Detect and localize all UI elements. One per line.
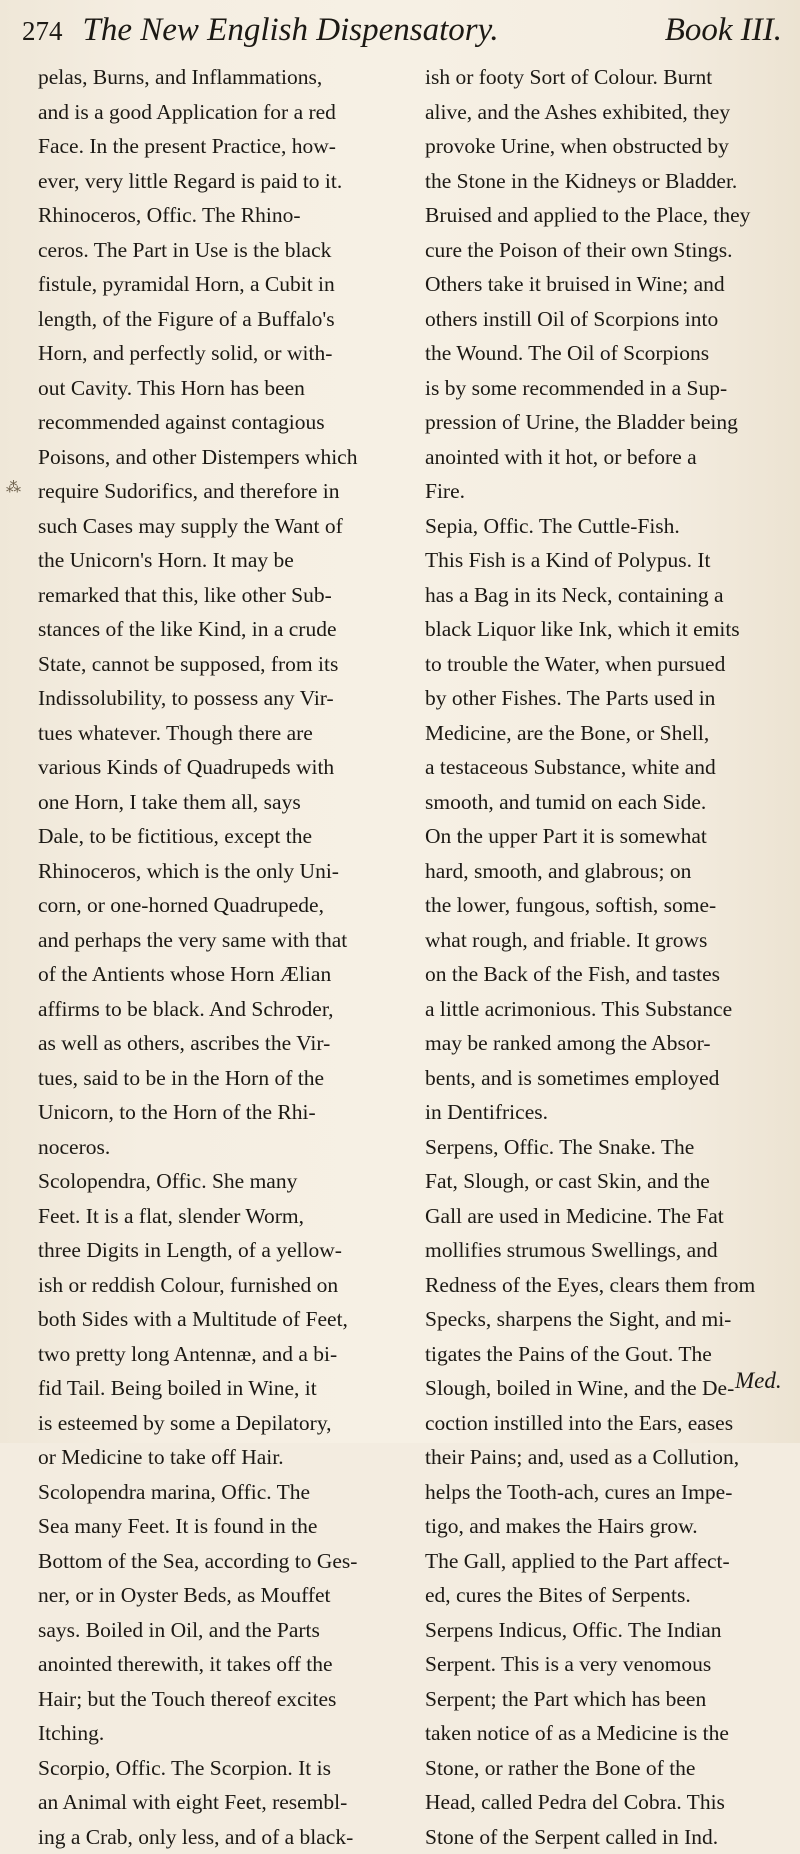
text-line: the Stone in the Kidneys or Bladder. (425, 164, 787, 199)
running-title: The New English Dispensatory. (83, 12, 645, 49)
text-line: Fire. (425, 474, 787, 509)
text-line: Horn, and perfectly solid, or with- (38, 336, 406, 371)
text-line: both Sides with a Multitude of Feet, (38, 1302, 406, 1337)
text-line: pression of Urine, the Bladder being (425, 405, 787, 440)
text-line: fid Tail. Being boiled in Wine, it (38, 1371, 406, 1406)
text-line: This Fish is a Kind of Polypus. It (425, 543, 787, 578)
text-line: Hair; but the Touch thereof excites (38, 1682, 406, 1717)
text-line: a testaceous Substance, white and (425, 750, 787, 785)
text-line: ever, very little Regard is paid to it. (38, 164, 406, 199)
text-line: Sepia, Offic. The Cuttle-Fish. (425, 509, 787, 544)
text-line: smooth, and tumid on each Side. (425, 785, 787, 820)
text-line: one Horn, I take them all, says (38, 785, 406, 820)
text-line: Gall are used in Medicine. The Fat (425, 1199, 787, 1234)
text-line: or Medicine to take off Hair. (38, 1440, 406, 1475)
text-line: corn, or one-horned Quadrupede, (38, 888, 406, 923)
text-line: Rhinoceros, which is the only Uni- (38, 854, 406, 889)
text-line: ner, or in Oyster Beds, as Mouffet (38, 1578, 406, 1613)
text-line: taken notice of as a Medicine is the (425, 1716, 787, 1751)
running-header (22, 12, 782, 62)
text-line: the Wound. The Oil of Scorpions (425, 336, 787, 371)
text-line: tigates the Pains of the Gout. The (425, 1337, 787, 1372)
text-line: Fat, Slough, or cast Skin, and the (425, 1164, 787, 1199)
text-line: coction instilled into the Ears, eases (425, 1406, 787, 1441)
text-line: noceros. (38, 1130, 406, 1165)
text-line: helps the Tooth-ach, cures an Impe- (425, 1475, 787, 1510)
text-line: is esteemed by some a Depilatory, (38, 1406, 406, 1441)
text-line: Poisons, and other Distempers which (38, 440, 406, 475)
text-line: ceros. The Part in Use is the black (38, 233, 406, 268)
text-line: Bottom of the Sea, according to Ges- (38, 1544, 406, 1579)
text-line: Serpens Indicus, Offic. The Indian (425, 1613, 787, 1648)
text-line: an Animal with eight Feet, resembl- (38, 1785, 406, 1820)
text-line: The Gall, applied to the Part affect- (425, 1544, 787, 1579)
text-line: tigo, and makes the Hairs grow. (425, 1509, 787, 1544)
text-line: two pretty long Antennæ, and a bi- (38, 1337, 406, 1372)
text-line: by other Fishes. The Parts used in (425, 681, 787, 716)
text-line: Serpent; the Part which has been (425, 1682, 787, 1717)
margin-mark: ⁂ (6, 478, 21, 497)
text-line: ed, cures the Bites of Serpents. (425, 1578, 787, 1613)
text-line: require Sudorifics, and therefore in (38, 474, 406, 509)
text-line: recommended against contagious (38, 405, 406, 440)
text-line: provoke Urine, when obstructed by (425, 129, 787, 164)
text-line: as well as others, ascribes the Vir- (38, 1026, 406, 1061)
text-line: Others take it bruised in Wine; and (425, 267, 787, 302)
text-line: Indissolubility, to possess any Vir- (38, 681, 406, 716)
text-line: State, cannot be supposed, from its (38, 647, 406, 682)
text-line: various Kinds of Quadrupeds with (38, 750, 406, 785)
text-line: has a Bag in its Neck, containing a (425, 578, 787, 613)
text-line: ing a Crab, only less, and of a black- (38, 1820, 406, 1854)
book-label: Book III. (665, 12, 782, 49)
text-line: the Unicorn's Horn. It may be (38, 543, 406, 578)
text-line: bents, and is sometimes employed (425, 1061, 787, 1096)
text-line: remarked that this, like other Sub- (38, 578, 406, 613)
text-line: their Pains; and, used as a Collution, (425, 1440, 787, 1475)
text-line: in Dentifrices. (425, 1095, 787, 1130)
text-line: Medicine, are the Bone, or Shell, (425, 716, 787, 751)
text-line: pelas, Burns, and Inflammations, (38, 60, 406, 95)
text-line: a little acrimonious. This Substance (425, 992, 787, 1027)
text-line: mollifies strumous Swellings, and (425, 1233, 787, 1268)
text-line: is by some recommended in a Sup- (425, 371, 787, 406)
text-line: anointed therewith, it takes off the (38, 1647, 406, 1682)
text-line: Slough, boiled in Wine, and the De- (425, 1371, 787, 1406)
text-line: hard, smooth, and glabrous; on (425, 854, 787, 889)
left-text-column (38, 60, 406, 1854)
text-line: On the upper Part it is somewhat (425, 819, 787, 854)
text-line: Serpent. This is a very venomous (425, 1647, 787, 1682)
text-line: may be ranked among the Absor- (425, 1026, 787, 1061)
text-line: stances of the like Kind, in a crude (38, 612, 406, 647)
text-line: black Liquor like Ink, which it emits (425, 612, 787, 647)
text-line: such Cases may supply the Want of (38, 509, 406, 544)
text-line: of the Antients whose Horn Ælian (38, 957, 406, 992)
text-line: and is a good Application for a red (38, 95, 406, 130)
text-line: length, of the Figure of a Buffalo's (38, 302, 406, 337)
text-line: Scolopendra marina, Offic. The (38, 1475, 406, 1510)
page-number: 274 (22, 16, 63, 47)
text-line: Bruised and applied to the Place, they (425, 198, 787, 233)
text-line: tues whatever. Though there are (38, 716, 406, 751)
text-line: Head, called Pedra del Cobra. This (425, 1785, 787, 1820)
text-line: affirms to be black. And Schroder, (38, 992, 406, 1027)
text-line: Itching. (38, 1716, 406, 1751)
text-line: three Digits in Length, of a yellow- (38, 1233, 406, 1268)
text-line: cure the Poison of their own Stings. (425, 233, 787, 268)
text-line: Scorpio, Offic. The Scorpion. It is (38, 1751, 406, 1786)
text-line: tues, said to be in the Horn of the (38, 1061, 406, 1096)
catchword: Med. (735, 1368, 782, 1394)
text-line: fistule, pyramidal Horn, a Cubit in (38, 267, 406, 302)
text-line: Stone of the Serpent called in Ind. (425, 1820, 787, 1854)
text-line: Dale, to be fictitious, except the (38, 819, 406, 854)
text-line: and perhaps the very same with that (38, 923, 406, 958)
text-line: alive, and the Ashes exhibited, they (425, 95, 787, 130)
text-line: Scolopendra, Offic. She many (38, 1164, 406, 1199)
text-line: Redness of the Eyes, clears them from (425, 1268, 787, 1303)
right-text-column (425, 60, 787, 1854)
text-line: says. Boiled in Oil, and the Parts (38, 1613, 406, 1648)
text-line: Unicorn, to the Horn of the Rhi- (38, 1095, 406, 1130)
text-line: what rough, and friable. It grows (425, 923, 787, 958)
text-line: Serpens, Offic. The Snake. The (425, 1130, 787, 1165)
text-line: Feet. It is a flat, slender Worm, (38, 1199, 406, 1234)
text-line: to trouble the Water, when pursued (425, 647, 787, 682)
text-line: Face. In the present Practice, how- (38, 129, 406, 164)
text-line: Specks, sharpens the Sight, and mi- (425, 1302, 787, 1337)
text-line: others instill Oil of Scorpions into (425, 302, 787, 337)
text-line: ish or footy Sort of Colour. Burnt (425, 60, 787, 95)
text-line: on the Back of the Fish, and tastes (425, 957, 787, 992)
text-line: anointed with it hot, or before a (425, 440, 787, 475)
text-line: Stone, or rather the Bone of the (425, 1751, 787, 1786)
text-line: the lower, fungous, softish, some- (425, 888, 787, 923)
text-line: out Cavity. This Horn has been (38, 371, 406, 406)
text-line: Rhinoceros, Offic. The Rhino- (38, 198, 406, 233)
text-line: Sea many Feet. It is found in the (38, 1509, 406, 1544)
text-line: ish or reddish Colour, furnished on (38, 1268, 406, 1303)
